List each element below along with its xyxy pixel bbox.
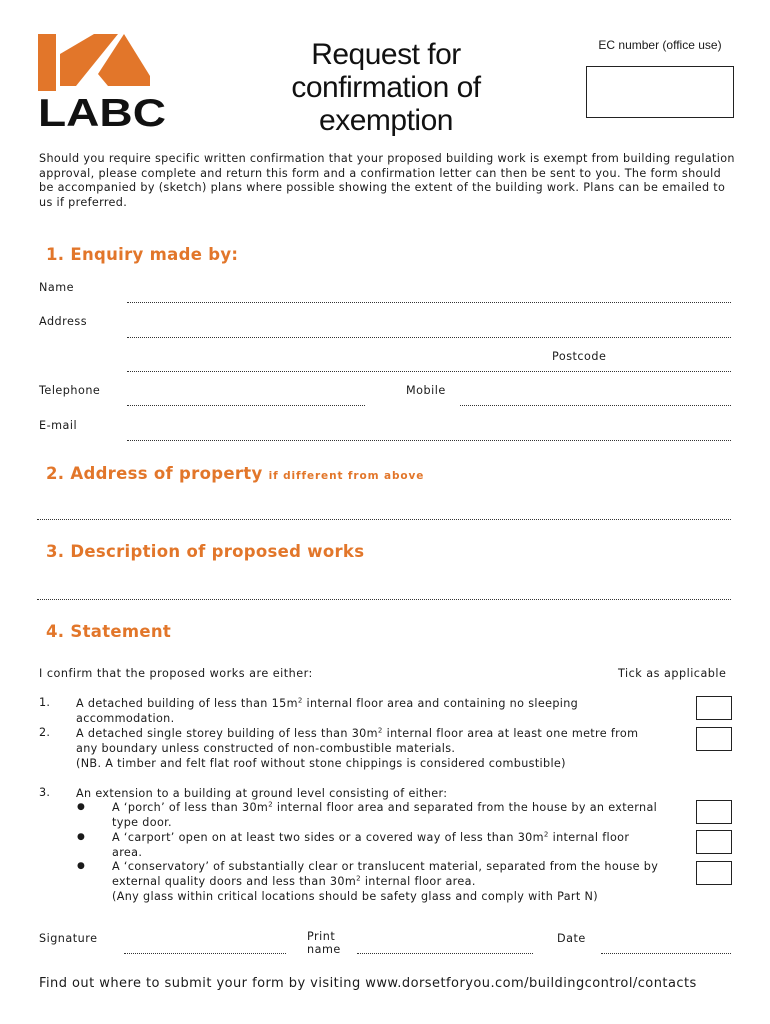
ec-number-box[interactable] (586, 66, 734, 118)
item-3b-carport-text: A ‘carport’ open on at least two sides or a covered way of less than $30m^2$ internal floor area. (112, 830, 630, 859)
item-3c-conservatory-text: A ‘conservatory’ of substantially clear or translucent material, separated from the house by external quality doors and less than $30m^2$ internal floor area. (112, 860, 659, 888)
email-label: E-mail (39, 419, 78, 432)
section-2-title: 2. Address of property (46, 464, 263, 483)
section-2-heading (46, 464, 424, 483)
name-field[interactable] (127, 302, 731, 303)
date-field[interactable] (601, 953, 731, 954)
postcode-label: Postcode (552, 350, 607, 363)
telephone-label: Telephone (39, 384, 101, 397)
bullet-icon: ● (77, 802, 85, 812)
address-field-line-2[interactable] (127, 371, 731, 372)
print-name-field[interactable] (357, 953, 533, 954)
mobile-field[interactable] (460, 405, 731, 406)
item-3c-note: (Any glass within critical locations should be safety glass and comply with Part N) (112, 890, 598, 903)
item-2-text: A detached single storey building of less than $30m^2$ internal floor area at least one metre from any boundary unless constructed of non-combustible materials. (76, 726, 639, 755)
section-2-note: if different from above (268, 470, 425, 482)
item-3-number: 3. (39, 786, 51, 799)
section-1-heading: 1. Enquiry made by: (46, 245, 239, 264)
section-3-heading: 3. Description of proposed works (46, 542, 365, 561)
page-title (262, 38, 510, 137)
email-field[interactable] (127, 440, 731, 441)
title-line-2: confirmation of (291, 71, 481, 104)
item-2-note: (NB. A timber and felt flat roof without stone chippings is considered combustible) (76, 757, 566, 770)
tick-box-item-3a[interactable] (696, 800, 732, 824)
signature-label: Signature (39, 932, 98, 945)
tick-box-item-1[interactable] (696, 696, 732, 720)
logo-text: LABC (38, 92, 166, 129)
item-1-number: 1. (39, 696, 51, 709)
tick-box-item-3c[interactable] (696, 861, 732, 885)
title-line-1: Request for (311, 38, 461, 71)
section-4-heading: 4. Statement (46, 622, 172, 641)
description-field[interactable] (37, 599, 731, 600)
footer-text: Find out where to submit your form by visiting www.dorsetforyou.com/buildingcontrol/contacts (39, 976, 697, 991)
bullet-icon: ● (77, 832, 85, 842)
item-1-text: A detached building of less than $15m^2$ internal floor area and containing no sleeping accommodation. (76, 696, 579, 725)
name-label: Name (39, 281, 75, 294)
tick-box-item-3b[interactable] (696, 830, 732, 854)
signature-field[interactable] (124, 953, 286, 954)
intro-paragraph: Should you require specific written confirmation that your proposed building work is exempt from building regulation approval, please complete and return this form and a confirmation letter can then be sent to you. The form should be accompanied by (sketch) plans where possible showing the extent of the building work. Plans can be emailed to us if preferred. (39, 152, 735, 209)
print-name-label: Print name (307, 930, 341, 956)
tick-box-item-2[interactable] (696, 727, 732, 751)
logo-roof-left (38, 34, 56, 91)
mobile-label: Mobile (406, 384, 446, 397)
date-label: Date (557, 932, 586, 945)
tick-applicable-label: Tick as applicable (618, 667, 727, 680)
item-3a-porch-text: A ‘porch’ of less than $30m^2$ internal floor area and separated from the house by an external type door. (112, 800, 658, 829)
property-address-field[interactable] (37, 519, 731, 520)
telephone-field[interactable] (127, 405, 365, 406)
ec-number-label: EC number (office use) (598, 38, 722, 52)
statement-confirm-text: I confirm that the proposed works are either: (39, 667, 313, 680)
bullet-icon: ● (77, 861, 85, 871)
title-line-3: exemption (319, 104, 453, 137)
item-2-number: 2. (39, 726, 51, 739)
address-label: Address (39, 315, 88, 328)
item-3-intro: An extension to a building at ground level consisting of either: (76, 787, 448, 800)
address-field-line-1[interactable] (127, 337, 731, 338)
labc-logo (38, 34, 168, 129)
